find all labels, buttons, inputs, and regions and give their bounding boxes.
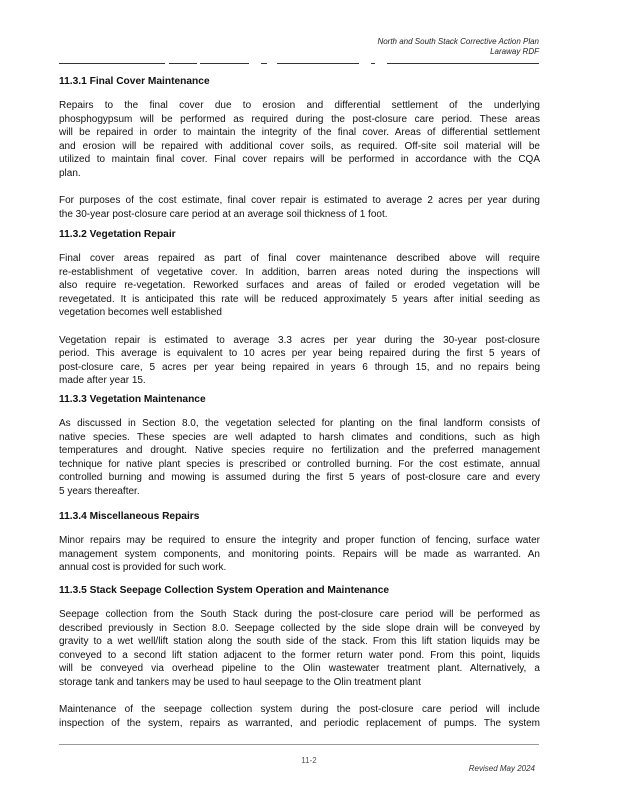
text-line: and erosion will be repaired with additional cover soils, as required. Off-site soil material will be xyxy=(59,140,540,152)
text-line: will be repaired in order to maintain the integrity of the final cover. Areas of differential settlement xyxy=(59,127,540,139)
text-line: temperatures and drought. Native species require no fertilization and the preferred management xyxy=(59,445,540,457)
text-line: storage tank and tankers may be used to haul seepage to the Olin treatment plant xyxy=(59,676,421,688)
revision-date: Revised May 2024 xyxy=(468,764,535,773)
section-heading: 11.3.3 Vegetation Maintenance xyxy=(59,394,206,405)
section-5 xyxy=(59,584,540,730)
paragraph xyxy=(59,99,540,181)
text-line: phosphogypsum will be performed as required during the post-closure care period. These areas xyxy=(59,113,540,125)
text-line: inspection of the system, repairs as warranted, and periodic replacement of pumps. The system xyxy=(59,717,540,729)
text-line: described previously in Section 8.0. Seepage collected by the side slope drain will be conveyed by xyxy=(59,622,540,634)
footer-rule xyxy=(59,744,539,745)
text-line: re-establishment of vegetative cover. In addition, barren areas noted during the inspections will xyxy=(59,266,540,278)
text-line: plan. xyxy=(59,167,81,179)
text-line: gravity to a wet well/lift station along the south side of the stack. From this lift station liquids may be xyxy=(59,636,540,648)
text-line: utilized to maintain final cover. Final cover repairs will be performed in accordance with the CQA xyxy=(59,154,540,166)
paragraph xyxy=(59,703,540,730)
paragraph xyxy=(59,194,540,221)
text-line: management system components, and monitoring points. Repairs will be made as warranted. An xyxy=(59,548,540,560)
section-heading: 11.3.2 Vegetation Repair xyxy=(59,229,176,240)
paragraph xyxy=(59,334,540,388)
text-line: As discussed in Section 8.0, the vegetation selected for planting on the final landform consists of xyxy=(59,418,540,429)
text-line: 5 years thereafter. xyxy=(59,485,140,497)
text-line: Vegetation repair is estimated to average 3.3 acres per year during the 30-year post-closure xyxy=(59,334,540,346)
text-line: Final cover areas repaired as part of final cover maintenance described above will require xyxy=(59,253,540,264)
paragraph xyxy=(59,252,540,320)
paragraph xyxy=(59,534,540,575)
section-3 xyxy=(59,393,540,499)
text-line: the 30-year post-closure care period at an average soil thickness of 1 foot. xyxy=(59,208,388,220)
paragraph xyxy=(59,417,540,499)
text-line: revegetated. It is anticipated this rate will be reduced approximately 5 years after initial seeding as xyxy=(59,293,540,305)
text-line: controlled burning and mowing is assumed during the first 5 years of post-closure care and every xyxy=(59,472,540,484)
text-line: annual cost is provided for such work. xyxy=(59,562,227,574)
section-heading: 11.3.4 Miscellaneous Repairs xyxy=(59,511,200,522)
text-line: made after year 15. xyxy=(59,375,146,387)
section-heading: 11.3.1 Final Cover Maintenance xyxy=(59,76,210,87)
text-line: Minor repairs may be required to ensure the integrity and proper function of fencing, surface water xyxy=(59,535,540,546)
paragraph xyxy=(59,608,540,690)
header-subtitle: Laraway RDF xyxy=(490,47,539,56)
text-line: Maintenance of the seepage collection system during the post-closure care period will include xyxy=(59,704,540,716)
header-title: North and South Stack Corrective Action Plan xyxy=(377,37,539,46)
text-line: technique for native plant species is prescribed or controlled burning. For the cost estimate, annual xyxy=(59,458,540,470)
text-line: native species. These species are well adapted to harsh climates and conditions, such as high xyxy=(59,431,540,443)
running-header xyxy=(377,37,539,57)
section-1 xyxy=(59,75,540,221)
text-line: period. This average is equivalent to 10 acres per year being repaired during the first 5 years of xyxy=(59,348,540,360)
text-line: post-closure care, 5 acres per year being repaired in years 6 through 15, and no repairs being xyxy=(59,361,540,373)
text-line: will be conveyed via overhead pipeline to the Olin wastewater treatment plant. Alternatively, a xyxy=(59,663,540,675)
header-rule xyxy=(59,63,539,64)
text-line: Seepage collection from the South Stack during the post-closure care period will be performed as xyxy=(59,609,540,620)
section-4 xyxy=(59,510,540,575)
text-line: vegetation becomes well established xyxy=(59,307,222,319)
text-line: also require re-vegetation. Reworked surfaces and areas of failed or eroded vegetation will be xyxy=(59,280,540,292)
page-number: 11-2 xyxy=(301,756,317,765)
text-line: For purposes of the cost estimate, final cover repair is estimated to average 2 acres per year during xyxy=(59,195,540,207)
section-heading: 11.3.5 Stack Seepage Collection System Operation and Maintenance xyxy=(59,585,390,596)
text-line: Repairs to the final cover due to erosion and differential settlement of the underlying xyxy=(59,100,540,111)
section-2 xyxy=(59,228,540,388)
text-line: conveyed to a second lift station adjacent to the former return water pond. From this point, liquids xyxy=(59,649,540,661)
